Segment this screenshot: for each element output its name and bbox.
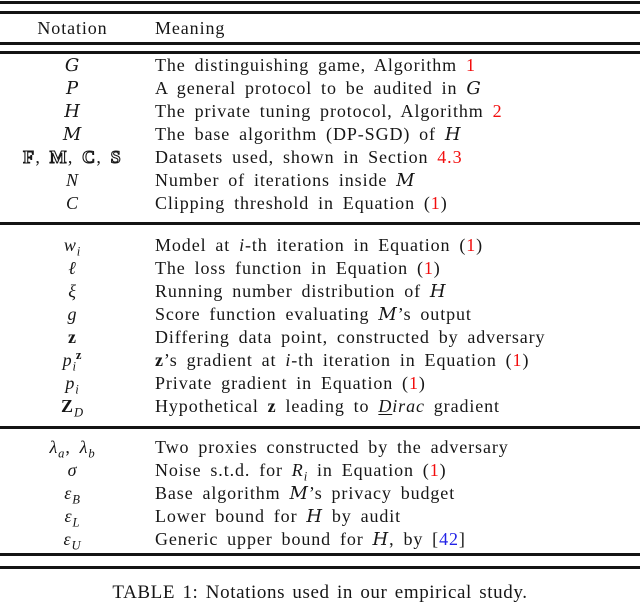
text-segment: z — [68, 327, 77, 347]
text-segment: p — [65, 373, 76, 393]
notation-cell — [0, 146, 145, 169]
table-row — [0, 482, 640, 505]
text-segment: H — [372, 529, 390, 550]
table-caption: TABLE 1: Notations used in our empirical study. — [112, 582, 528, 603]
meaning-cell — [155, 349, 640, 372]
table-row — [0, 146, 640, 169]
text-segment: P — [65, 78, 79, 99]
text-segment: H — [64, 101, 81, 122]
ref-link[interactable]: 1 — [465, 55, 476, 75]
text-segment: U — [71, 538, 82, 553]
text-segment: Model at — [155, 235, 240, 255]
text-segment: ε — [63, 529, 72, 549]
table-row — [0, 100, 640, 123]
meaning-cell — [155, 459, 640, 482]
text-segment: M — [396, 170, 416, 191]
meaning-cell — [155, 77, 640, 100]
text-segment: A general protocol to be audited in — [155, 78, 467, 98]
text-segment: i — [303, 469, 309, 484]
text-segment: Private gradient in Equation ( — [155, 373, 409, 393]
meaning-cell — [155, 372, 640, 395]
ref-link[interactable]: 1 — [512, 350, 523, 370]
text-segment: N — [66, 170, 79, 190]
text-segment: ’s output — [397, 304, 472, 324]
table-row — [0, 505, 640, 528]
text-segment: z — [267, 396, 277, 416]
text-segment: -th iteration in Equation ( — [245, 235, 467, 255]
meaning-cell — [155, 257, 640, 280]
header-notation: Notation — [37, 18, 108, 38]
text-segment: H — [444, 124, 462, 145]
text-segment: by audit — [322, 506, 402, 526]
text-segment: C — [66, 193, 79, 213]
text-segment: F — [23, 147, 36, 167]
notation-cell — [0, 234, 145, 257]
text-segment: , — [35, 147, 50, 167]
text-segment: ) — [522, 350, 530, 370]
table-header-row — [0, 15, 640, 42]
notation-cell — [0, 349, 145, 372]
text-segment: Hypothetical — [155, 396, 268, 416]
meaning-cell — [155, 100, 640, 123]
text-segment: M — [62, 124, 83, 145]
text-segment: Lower bound for — [155, 506, 307, 526]
meaning-cell — [155, 482, 640, 505]
text-segment: ξ — [68, 281, 77, 301]
text-segment: Noise s.t.d. for — [155, 460, 292, 480]
notation-cell — [0, 482, 145, 505]
text-segment: irac — [392, 396, 425, 416]
meaning-cell — [155, 436, 640, 459]
ref-link[interactable]: 1 — [423, 258, 434, 278]
text-segment: i — [239, 235, 245, 255]
text-segment: M — [378, 304, 398, 325]
text-segment: M — [289, 483, 309, 504]
table-row — [0, 372, 640, 395]
notation-cell — [0, 326, 145, 349]
text-segment: , — [67, 147, 83, 167]
text-segment: -th iteration in Equation ( — [291, 350, 513, 370]
meaning-cell — [155, 303, 640, 326]
meaning-cell — [155, 326, 640, 349]
meaning-cell — [155, 505, 640, 528]
table-section-1 — [0, 54, 640, 215]
text-segment: R — [291, 460, 304, 480]
notation-cell — [0, 123, 145, 146]
text-segment: Number of iterations inside — [155, 170, 397, 190]
notation-cell — [0, 372, 145, 395]
table-row — [0, 303, 640, 326]
text-segment: ) — [440, 193, 448, 213]
table-bottom-rule-1 — [0, 553, 640, 556]
notation-cell — [0, 169, 145, 192]
table-row — [0, 54, 640, 77]
table-row — [0, 192, 640, 215]
text-segment: D — [73, 405, 84, 420]
text-segment: Datasets used, shown in Section — [155, 147, 438, 167]
ref-link[interactable]: 2 — [492, 101, 503, 121]
header-meaning: Meaning — [155, 18, 226, 38]
text-segment: Generic upper bound for — [155, 529, 373, 549]
text-segment: b — [88, 446, 96, 461]
section-divider-1 — [0, 222, 640, 225]
ref-link[interactable]: 1 — [430, 193, 441, 213]
table-row — [0, 169, 640, 192]
text-segment: in Equation ( — [308, 460, 430, 480]
meaning-cell — [155, 528, 640, 551]
text-segment: Running number distribution of — [155, 281, 430, 301]
text-segment: w — [63, 235, 77, 255]
text-segment: L — [72, 515, 81, 530]
meaning-cell — [155, 169, 640, 192]
text-segment: The distinguishing game, Algorithm — [155, 55, 466, 75]
text-segment: i — [76, 244, 82, 259]
table-section-2 — [0, 234, 640, 418]
text-segment: H — [306, 506, 323, 527]
text-segment: G — [64, 55, 81, 76]
table-section-3 — [0, 436, 640, 551]
table-row — [0, 123, 640, 146]
text-segment: ) — [418, 373, 426, 393]
ref-link[interactable]: 42 — [439, 529, 459, 549]
text-segment: ’s privacy budget — [308, 483, 456, 503]
meaning-cell — [155, 192, 640, 215]
notation-cell — [0, 192, 145, 215]
notation-cell — [0, 459, 145, 482]
text-segment: , — [96, 147, 111, 167]
table-row — [0, 349, 640, 372]
meaning-cell — [155, 123, 640, 146]
table-row — [0, 528, 640, 551]
ref-link[interactable]: 1 — [429, 460, 440, 480]
text-segment: z — [155, 350, 164, 370]
text-segment: leading to — [276, 396, 379, 416]
notation-cell — [0, 528, 145, 551]
text-segment: Score function evaluating — [155, 304, 379, 324]
table-top-rule-2 — [0, 11, 640, 14]
text-segment: ε — [64, 483, 73, 503]
table-row — [0, 459, 640, 482]
text-segment: , by [ — [389, 529, 440, 549]
notation-cell — [0, 280, 145, 303]
text-segment: i — [285, 350, 292, 370]
meaning-cell — [155, 146, 640, 169]
meaning-cell — [155, 234, 640, 257]
notation-cell — [0, 100, 145, 123]
text-segment: g — [67, 304, 78, 324]
meaning-cell — [155, 54, 640, 77]
text-segment: ε — [64, 506, 73, 526]
text-segment: a — [58, 446, 66, 461]
text-segment: Clipping threshold in Equation ( — [155, 193, 431, 213]
text-segment: σ — [67, 460, 78, 480]
text-segment: Two proxies constructed by the adversary — [155, 437, 509, 457]
notation-cell — [0, 395, 145, 418]
text-segment: ℓ — [68, 258, 77, 278]
text-segment: Differing data point, constructed by adversary — [155, 327, 546, 347]
notation-cell — [0, 436, 145, 459]
text-segment: z — [75, 348, 83, 362]
notation-cell — [0, 77, 145, 100]
notation-cell — [0, 505, 145, 528]
text-segment: , — [65, 437, 80, 457]
notation-cell — [0, 303, 145, 326]
text-segment: i — [72, 359, 77, 374]
table-row — [0, 395, 640, 418]
ref-link[interactable]: 1 — [466, 235, 477, 255]
text-segment: ) — [439, 460, 447, 480]
ref-link[interactable]: 1 — [408, 373, 419, 393]
text-segment: Z — [61, 396, 74, 416]
text-segment: λ — [49, 437, 59, 457]
text-segment: ) — [433, 258, 441, 278]
text-segment: ’s gradient at — [163, 350, 286, 370]
table-row — [0, 326, 640, 349]
table-row — [0, 77, 640, 100]
text-segment: ] — [458, 529, 466, 549]
table-row — [0, 280, 640, 303]
text-segment: B — [72, 492, 81, 507]
text-segment: The loss function in Equation ( — [155, 258, 424, 278]
text-segment: p — [62, 350, 73, 370]
text-segment: H — [429, 281, 447, 302]
text-segment: Base algorithm — [155, 483, 290, 503]
text-segment: S — [110, 147, 122, 167]
text-segment: The base algorithm (DP-SGD) of — [155, 124, 445, 144]
text-segment: i — [75, 382, 80, 397]
table-top-rule-1 — [0, 1, 640, 4]
text-segment: M — [49, 147, 68, 167]
notation-cell — [0, 54, 145, 77]
notation-cell — [0, 257, 145, 280]
table-row — [0, 257, 640, 280]
meaning-cell — [155, 280, 640, 303]
section-divider-2 — [0, 426, 640, 429]
text-segment: gradient — [424, 396, 500, 416]
table-row — [0, 234, 640, 257]
table-row — [0, 436, 640, 459]
text-segment: G — [466, 78, 482, 99]
text-segment: The private tuning protocol, Algorithm — [155, 101, 493, 121]
ref-link[interactable]: 4.3 — [437, 147, 463, 167]
table-bottom-rule-2 — [0, 566, 640, 569]
header-rule-1 — [0, 42, 640, 45]
text-segment: D — [378, 396, 393, 416]
text-segment: λ — [79, 437, 89, 457]
meaning-cell — [155, 395, 640, 418]
text-segment: ) — [476, 235, 484, 255]
text-segment: C — [82, 147, 97, 167]
